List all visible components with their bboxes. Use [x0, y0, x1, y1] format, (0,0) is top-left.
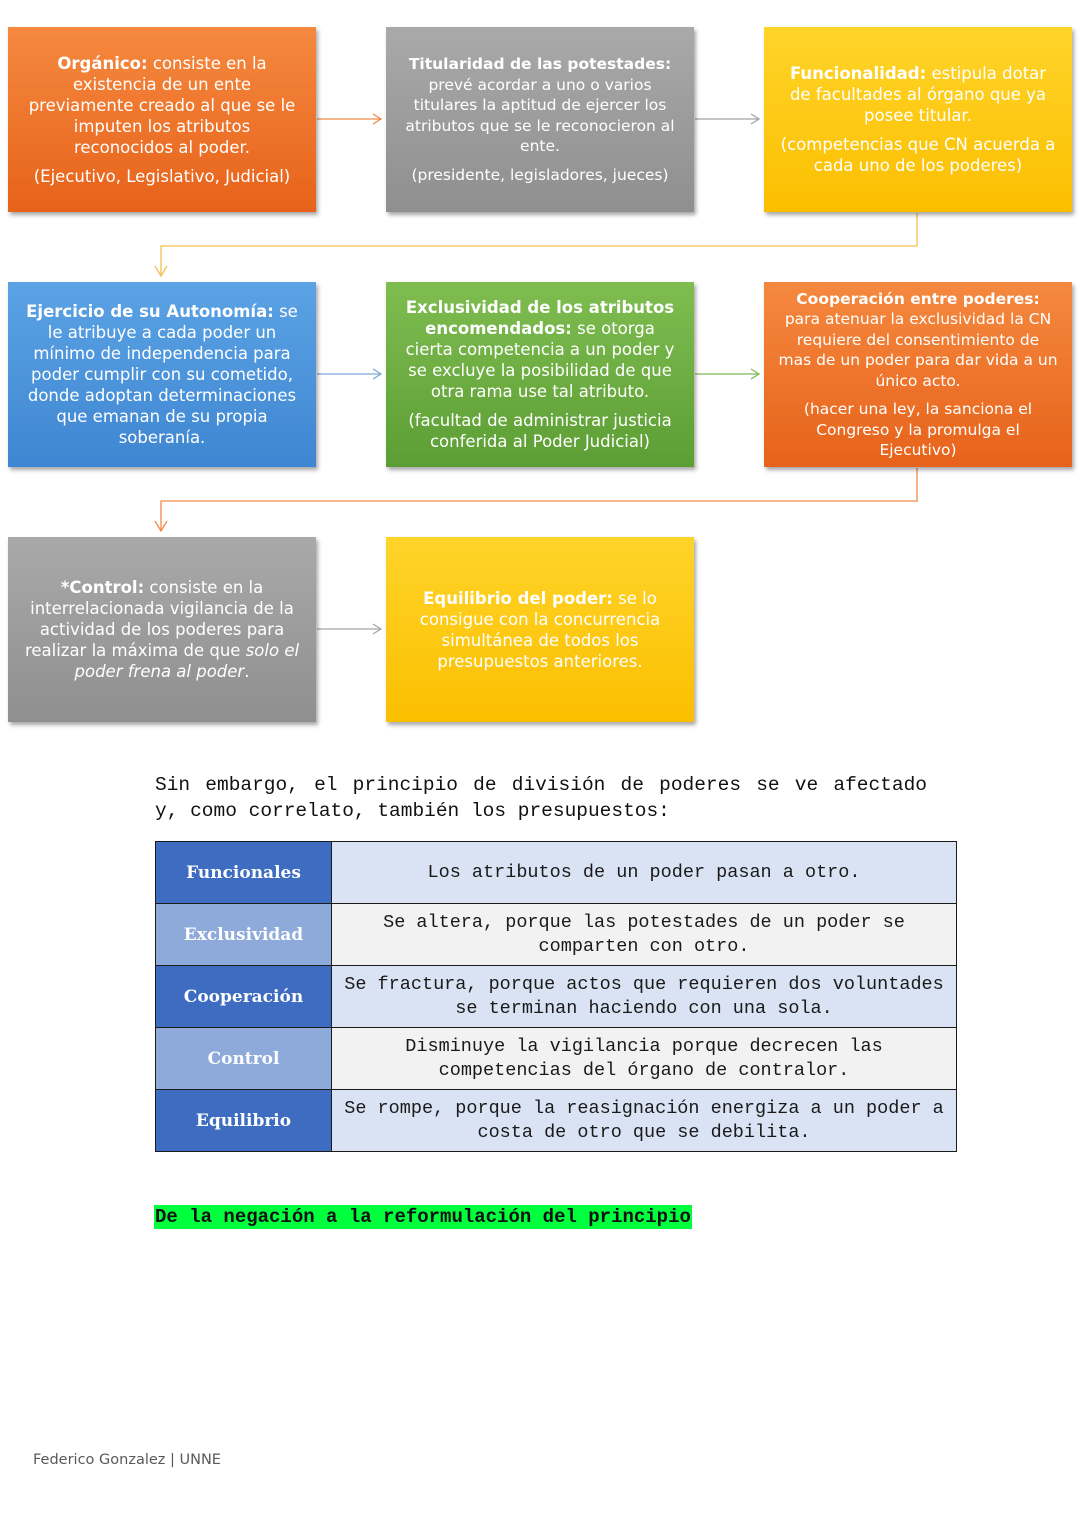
box-equilibrio	[386, 537, 694, 722]
box-funcionalidad	[764, 27, 1072, 212]
effects-table	[155, 841, 957, 1152]
box-text: para atenuar la exclusividad la CN requiere del consentimiento de mas de un poder para dar vida a un único acto.	[778, 310, 1058, 390]
row-text: Disminuye la vigilancia porque decrecen las competencias del órgano de contralor.	[332, 1028, 957, 1090]
box-note: (Ejecutivo, Legislativo, Judicial)	[33, 166, 291, 186]
box-title: Equilibrio del poder:	[423, 588, 613, 608]
box-text: prevé acordar a uno o varios titulares la aptitud de ejercer los atributos que se le reconocieron al ente.	[405, 75, 675, 155]
box-cooperacion	[764, 282, 1072, 467]
box-title: Orgánico:	[57, 53, 148, 73]
row-text: Los atributos de un poder pasan a otro.	[332, 842, 957, 904]
table-row	[156, 904, 957, 966]
table-row	[156, 966, 957, 1028]
box-text: se otorga cierta competencia a un poder y se excluye la posibilidad de que otra rama use tal atributo.	[405, 319, 675, 401]
box-text: consiste en la interrelacionada vigilancia de la actividad de los poderes para realizar la máxima de que	[24, 578, 294, 660]
box-control	[8, 537, 316, 722]
box-end: .	[244, 662, 250, 681]
intro-paragraph: Sin embargo, el principio de división de poderes se ve afectado y, como correlato, también los presupuestos:	[155, 774, 927, 822]
box-text: se lo consigue con la concurrencia simultánea de todos los presupuestos anteriores.	[419, 588, 661, 671]
box-title: Exclusividad de los atributos encomendados:	[405, 298, 675, 338]
box-title: Funcionalidad:	[789, 64, 927, 83]
box-title: Cooperación entre poderes:	[796, 289, 1040, 308]
section-heading: De la negación a la reformulación del principio	[155, 1206, 691, 1228]
box-title: Titularidad de las potestades:	[408, 55, 672, 73]
table-row	[156, 1090, 957, 1152]
arrow-cooperacion-control	[161, 468, 917, 531]
row-label: Exclusividad	[156, 904, 332, 966]
box-titularidad	[386, 27, 694, 212]
box-title: Ejercicio de su Autonomía:	[26, 302, 274, 321]
box-text: estipula dotar de facultades al órgano que ya posee titular.	[789, 64, 1047, 125]
box-note: (facultad de administrar justicia conferida al Poder Judicial)	[408, 411, 672, 451]
box-autonomia	[8, 282, 316, 467]
box-note: (competencias que CN acuerda a cada uno de los poderes)	[780, 135, 1056, 175]
box-exclusividad	[386, 282, 694, 467]
box-note: (hacer una ley, la sanciona el Congreso y la promulga el Ejecutivo)	[803, 400, 1033, 459]
box-title: *Control:	[60, 578, 145, 597]
row-label: Control	[156, 1028, 332, 1090]
box-text: consiste en la existencia de un ente previamente creado al que se le imputen los atributos reconocidos al poder.	[28, 53, 296, 157]
row-text: Se fractura, porque actos que requieren dos voluntades se terminan haciendo con una sola.	[332, 966, 957, 1028]
table-row	[156, 1028, 957, 1090]
box-organico	[8, 27, 316, 212]
row-label: Equilibrio	[156, 1090, 332, 1152]
page-footer: Federico Gonzalez | UNNE	[33, 1452, 221, 1468]
arrow-funcionalidad-autonomia	[161, 213, 917, 276]
row-label: Cooperación	[156, 966, 332, 1028]
row-label: Funcionales	[156, 842, 332, 904]
table-row	[156, 842, 957, 904]
row-text: Se rompe, porque la reasignación energiza a un poder a costa de otro que se debilita.	[332, 1090, 957, 1152]
box-note: (presidente, legisladores, jueces)	[411, 165, 669, 184]
box-text: se le atribuye a cada poder un mínimo de independencia para poder cumplir con su cometido, donde adoptan determinaciones que emanan de su propia soberanía.	[27, 302, 298, 447]
box-italic: solo el poder frena al poder	[74, 641, 300, 681]
row-text: Se altera, porque las potestades de un poder se comparten con otro.	[332, 904, 957, 966]
